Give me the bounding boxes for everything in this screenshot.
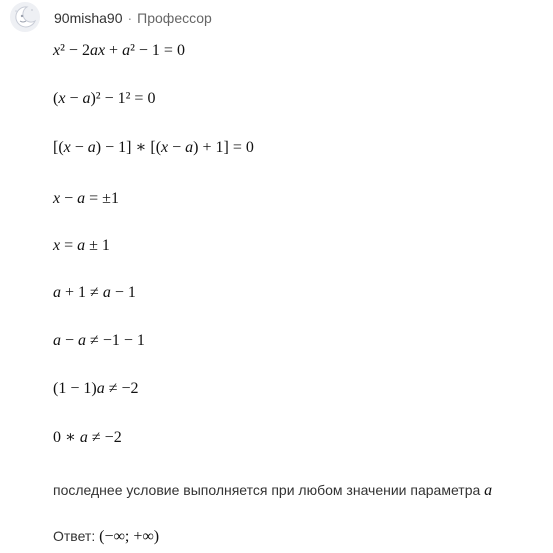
solution-line-text: x² − 2ax + a² − 1 = 0	[53, 42, 185, 59]
answer-label: Ответ:	[53, 528, 96, 544]
conclusion-text	[53, 480, 492, 501]
solution-line-text: (1 − 1)a ≠ −2	[53, 380, 139, 397]
solution-line-9	[53, 428, 122, 448]
solution-line-text: [(x − a) − 1] ∗ [(x − a) + 1] = 0	[53, 139, 254, 156]
moon-avatar-icon	[10, 2, 40, 32]
solution-line-text: (x − a)² − 1² = 0	[53, 90, 156, 107]
user-rank: Профессор	[137, 10, 212, 26]
solution-line-3	[53, 138, 254, 158]
separator-dot: ·	[127, 10, 133, 26]
solution-line-6	[53, 283, 136, 303]
conclusion-sentence: последнее условие выполняется при любом значении параметра	[53, 482, 481, 498]
answer-value: (−∞; +∞)	[99, 528, 160, 545]
solution-line-2	[53, 89, 155, 109]
solution-line-4	[53, 189, 119, 209]
answer-line	[53, 526, 159, 547]
solution-line-text: a + 1 ≠ a − 1	[53, 284, 136, 301]
solution-line-text: x − a = ±1	[53, 190, 119, 207]
solution-line-1	[53, 41, 185, 61]
solution-line-text: 0 ∗ a ≠ −2	[53, 429, 122, 446]
solution-line-5	[53, 236, 110, 256]
user-avatar[interactable]	[10, 2, 40, 32]
answer-header	[0, 0, 553, 40]
conclusion-variable: a	[484, 482, 493, 499]
solution-line-7	[53, 331, 145, 351]
solution-line-text: a − a ≠ −1 − 1	[53, 332, 145, 349]
username-link[interactable]: 90misha90	[54, 10, 123, 26]
author-line	[54, 10, 212, 26]
solution-line-8	[53, 379, 139, 399]
solution-line-text: x = a ± 1	[53, 237, 110, 254]
